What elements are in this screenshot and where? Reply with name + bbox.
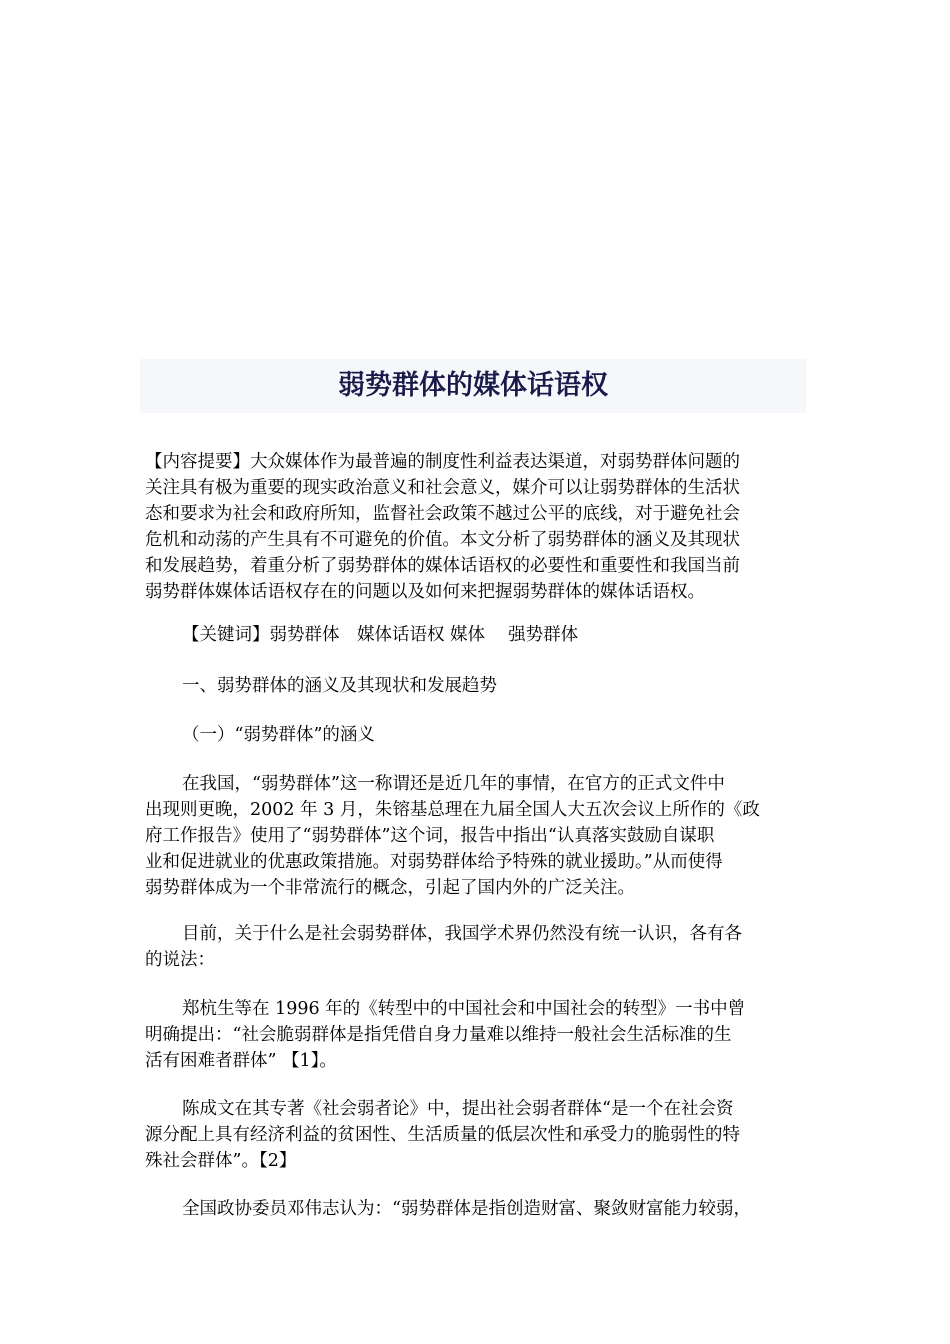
paragraph-line: 弱势群体成为一个非常流行的概念，引起了国内外的广泛关注。 [145, 878, 635, 898]
keywords-text: 【关键词】弱势群体 媒体话语权 媒体 强势群体 [182, 625, 579, 645]
paragraph-line: 郑杭生等在 1996 年的《转型中的中国社会和中国社会的转型》一书中曾 [182, 999, 746, 1019]
paragraph-line: 源分配上具有经济利益的贫困性、生活质量的低层次性和承受力的脆弱性的特 [145, 1125, 740, 1145]
subsection-heading [182, 722, 802, 748]
body-paragraph-5 [145, 1196, 807, 1222]
body-paragraph-1 [145, 771, 807, 901]
abstract-line: 和发展趋势，着重分析了弱势群体的媒体话语权的必要性和重要性和我国当前 [145, 556, 740, 576]
title-band [140, 359, 806, 413]
paragraph-line: 殊社会群体”。【2】 [145, 1151, 297, 1171]
abstract-line: 态和要求为社会和政府所知，监督社会政策不越过公平的底线，对于避免社会 [145, 504, 740, 524]
paragraph-line: 目前，关于什么是社会弱势群体，我国学术界仍然没有统一认识，各有各 [182, 924, 742, 944]
paragraph-line: 的说法： [145, 950, 215, 970]
paragraph-line: 陈成文在其专著《社会弱者论》中，提出社会弱者群体“是一个在社会资 [182, 1099, 734, 1119]
body-paragraph-4 [145, 1096, 807, 1174]
body-paragraph-3 [145, 996, 807, 1074]
paragraph-line: 全国政协委员邓伟志认为：“弱势群体是指创造财富、聚敛财富能力较弱， [182, 1199, 751, 1219]
section-heading [182, 673, 802, 699]
subsection-heading-text: （一）“弱势群体”的涵义 [182, 725, 375, 745]
paragraph-line: 府工作报告》使用了“弱势群体”这个词，报告中指出“认真落实鼓励自谋职 [145, 826, 715, 846]
section-heading-text: 一、弱势群体的涵义及其现状和发展趋势 [182, 676, 497, 696]
paragraph-line: 在我国，“弱势群体”这一称谓还是近几年的事情，在官方的正式文件中 [182, 774, 725, 794]
document-title: 弱势群体的媒体话语权 [338, 370, 608, 401]
abstract-line: 关注具有极为重要的现实政治意义和社会意义，媒介可以让弱势群体的生活状 [145, 478, 740, 498]
paragraph-line: 活有困难者群体” 【1】。 [145, 1051, 337, 1071]
keywords-line [182, 622, 802, 648]
body-paragraph-2 [145, 921, 807, 973]
paragraph-line: 出现则更晚，2002 年 3 月，朱镕基总理在九届全国人大五次会议上所作的《政 [145, 800, 760, 820]
abstract-line: 危机和动荡的产生具有不可避免的价值。本文分析了弱势群体的涵义及其现状 [145, 530, 740, 550]
abstract-line: 弱势群体媒体话语权存在的问题以及如何来把握弱势群体的媒体话语权。 [145, 582, 705, 602]
abstract-line: 【内容提要】大众媒体作为最普遍的制度性利益表达渠道，对弱势群体问题的 [145, 452, 740, 472]
paragraph-line: 明确提出：“社会脆弱群体是指凭借自身力量难以维持一般社会生活标准的生 [145, 1025, 732, 1045]
abstract-paragraph [145, 449, 807, 605]
paragraph-line: 业和促进就业的优惠政策措施。对弱势群体给予特殊的就业援助。”从而使得 [145, 852, 723, 872]
